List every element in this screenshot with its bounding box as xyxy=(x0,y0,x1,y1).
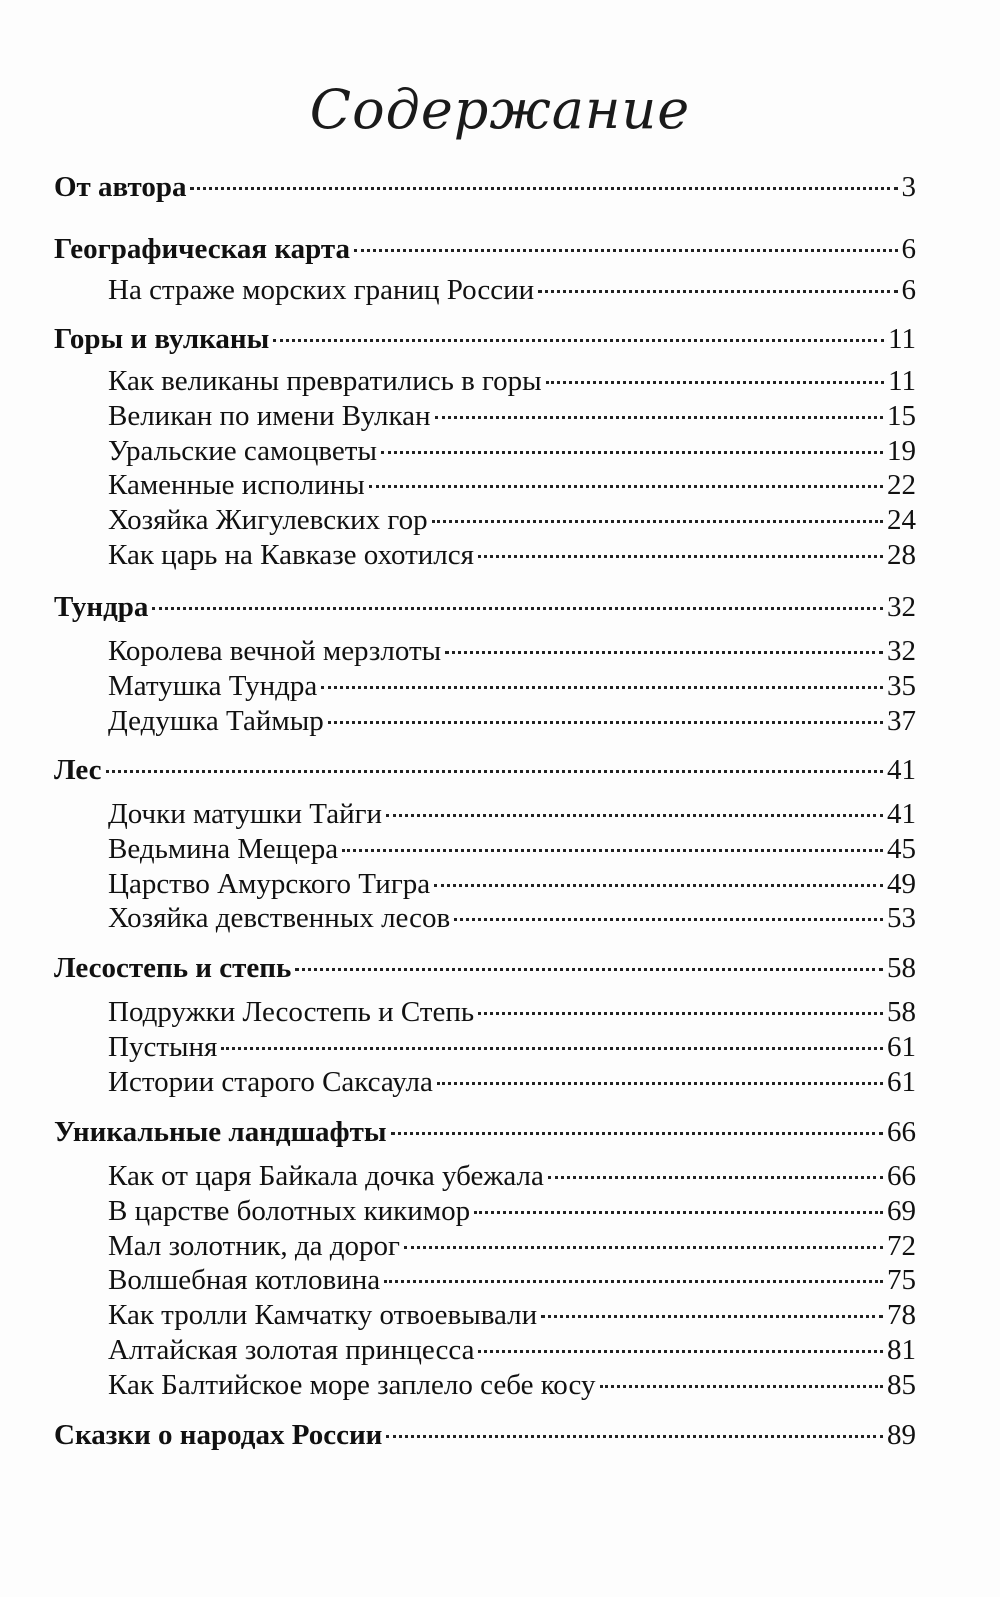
dot-leader xyxy=(478,555,883,558)
toc-entry-title: Ведьмина Мещера xyxy=(108,833,339,865)
dot-leader xyxy=(369,485,883,488)
toc-entry-title: Волшебная котловина xyxy=(108,1264,381,1296)
toc-entry xyxy=(108,1065,916,1099)
toc-page-number: 35 xyxy=(887,670,916,702)
toc-section-title: Сказки о народах России xyxy=(54,1419,383,1451)
toc-entry xyxy=(108,797,916,831)
dot-leader xyxy=(386,814,883,817)
dot-leader xyxy=(273,339,884,342)
toc-section xyxy=(54,590,916,624)
toc-section xyxy=(54,1418,916,1452)
toc-entry-title: Уральские самоцветы xyxy=(108,435,377,467)
toc-entry-title: Дедушка Таймыр xyxy=(108,705,324,737)
toc-entry xyxy=(108,434,916,468)
toc-entry xyxy=(108,1030,916,1064)
toc-page-number: 32 xyxy=(887,591,916,623)
dot-leader xyxy=(321,686,883,689)
toc-page-number: 19 xyxy=(887,435,916,467)
dot-leader xyxy=(221,1047,883,1050)
toc-entry xyxy=(108,867,916,901)
toc-section xyxy=(54,951,916,985)
toc-page-number: 11 xyxy=(888,365,916,397)
toc-entry xyxy=(108,468,916,502)
toc-section-title: Лесостепь и степь xyxy=(54,952,292,984)
toc-entry xyxy=(108,832,916,866)
toc-page-number: 45 xyxy=(887,833,916,865)
toc-entry xyxy=(108,1333,916,1367)
toc-page-number: 66 xyxy=(887,1160,916,1192)
dot-leader xyxy=(342,849,883,852)
toc-section xyxy=(54,1115,916,1149)
toc-page-number: 69 xyxy=(887,1195,916,1227)
toc-page-number: 58 xyxy=(887,952,916,984)
toc-page-number: 53 xyxy=(887,902,916,934)
toc-entry-title: Матушка Тундра xyxy=(108,670,318,702)
dot-leader xyxy=(538,290,897,293)
dot-leader xyxy=(404,1246,883,1249)
toc-page-number: 11 xyxy=(888,323,916,355)
toc-page-number: 61 xyxy=(887,1066,916,1098)
toc-entry xyxy=(108,1368,916,1402)
dot-leader xyxy=(548,1176,883,1179)
dot-leader xyxy=(435,416,884,419)
dot-leader xyxy=(152,607,883,610)
toc-entry xyxy=(108,273,916,307)
toc-page-number: 32 xyxy=(887,635,916,667)
toc-entry xyxy=(108,995,916,1029)
toc-entry xyxy=(108,1229,916,1263)
toc-page-number: 41 xyxy=(887,798,916,830)
toc-section xyxy=(54,322,916,356)
toc-entry-title: Как тролли Камчатку отвоевывали xyxy=(108,1299,538,1331)
toc-entry xyxy=(108,704,916,738)
toc-entry-title: Хозяйка девственных лесов xyxy=(108,902,451,934)
toc-entry-title: Дочки матушки Тайги xyxy=(108,798,383,830)
toc-entry-title: Каменные исполины xyxy=(108,469,365,501)
toc-entry-title: На страже морских границ России xyxy=(108,274,535,306)
dot-leader xyxy=(434,884,883,887)
toc-page-number: 72 xyxy=(887,1230,916,1262)
dot-leader xyxy=(190,187,897,190)
toc-entry-title: Как Балтийское море заплело себе косу xyxy=(108,1369,596,1401)
toc-section xyxy=(54,753,916,787)
toc-entry-title: Пустыня xyxy=(108,1031,218,1063)
toc-entry-title: Как великаны превратились в горы xyxy=(108,365,542,397)
dot-leader xyxy=(437,1082,883,1085)
toc-entry-title: Как царь на Кавказе охотился xyxy=(108,539,474,571)
toc-entry xyxy=(108,399,916,433)
toc-entry-title: Хозяйка Жигулевских гор xyxy=(108,504,428,536)
toc-section-title: Лес xyxy=(54,754,102,786)
toc-entry xyxy=(108,1159,916,1193)
toc-page-number: 37 xyxy=(887,705,916,737)
dot-leader xyxy=(384,1280,883,1283)
toc-page-number: 85 xyxy=(887,1369,916,1401)
toc-entry-title: Мал золотник, да дорог xyxy=(108,1230,400,1262)
toc-entry xyxy=(108,1194,916,1228)
toc-entry xyxy=(108,503,916,537)
toc-page-number: 15 xyxy=(887,400,916,432)
toc-page-number: 41 xyxy=(887,754,916,786)
toc-page-number: 58 xyxy=(887,996,916,1028)
toc-page-number: 6 xyxy=(901,233,916,265)
toc-entry xyxy=(108,669,916,703)
toc-page-number: 61 xyxy=(887,1031,916,1063)
toc-page-number: 3 xyxy=(901,171,916,203)
page-title: Содержание xyxy=(309,78,691,141)
dot-leader xyxy=(478,1012,883,1015)
toc-entry-title: В царстве болотных кикимор xyxy=(108,1195,471,1227)
toc-entry-title: Царство Амурского Тигра xyxy=(108,868,431,900)
toc-page-number: 28 xyxy=(887,539,916,571)
toc-page-number: 24 xyxy=(887,504,916,536)
dot-leader xyxy=(295,968,883,971)
toc-section-title: От автора xyxy=(54,171,187,203)
dot-leader xyxy=(478,1350,883,1353)
toc-entry-title: Как от царя Байкала дочка убежала xyxy=(108,1160,544,1192)
dot-leader xyxy=(474,1211,883,1214)
toc-section-title: Горы и вулканы xyxy=(54,323,270,355)
dot-leader xyxy=(546,381,884,384)
dot-leader xyxy=(391,1132,883,1135)
toc-section xyxy=(54,232,916,266)
dot-leader xyxy=(600,1385,883,1388)
toc-section-title: Уникальные ландшафты xyxy=(54,1116,387,1148)
toc-entry xyxy=(108,1298,916,1332)
dot-leader xyxy=(432,520,883,523)
toc-entry-title: Королева вечной мерзлоты xyxy=(108,635,442,667)
toc-page-number: 66 xyxy=(887,1116,916,1148)
toc-page-number: 6 xyxy=(901,274,916,306)
toc-section xyxy=(54,170,916,204)
toc-entry-title: Великан по имени Вулкан xyxy=(108,400,431,432)
dot-leader xyxy=(541,1315,883,1318)
toc-section-title: Географическая карта xyxy=(54,233,350,265)
toc-page-number: 78 xyxy=(887,1299,916,1331)
toc-entry xyxy=(108,1263,916,1297)
toc-page-number: 49 xyxy=(887,868,916,900)
toc-section-title: Тундра xyxy=(54,591,149,623)
toc-entry xyxy=(108,538,916,572)
toc-page-number: 22 xyxy=(887,469,916,501)
dot-leader xyxy=(445,651,883,654)
toc-page-number: 81 xyxy=(887,1334,916,1366)
dot-leader xyxy=(386,1435,883,1438)
dot-leader xyxy=(106,770,883,773)
dot-leader xyxy=(381,451,883,454)
toc-entry-title: Истории старого Саксаула xyxy=(108,1066,433,1098)
toc-entry xyxy=(108,634,916,668)
dot-leader xyxy=(454,918,883,921)
toc-entry xyxy=(108,901,916,935)
toc-entry-title: Алтайская золотая принцесса xyxy=(108,1334,475,1366)
dot-leader xyxy=(354,249,898,252)
toc-page-number: 75 xyxy=(887,1264,916,1296)
toc-entry xyxy=(108,364,916,398)
dot-leader xyxy=(328,721,883,724)
toc-page-number: 89 xyxy=(887,1419,916,1451)
toc-entry-title: Подружки Лесостепь и Степь xyxy=(108,996,475,1028)
